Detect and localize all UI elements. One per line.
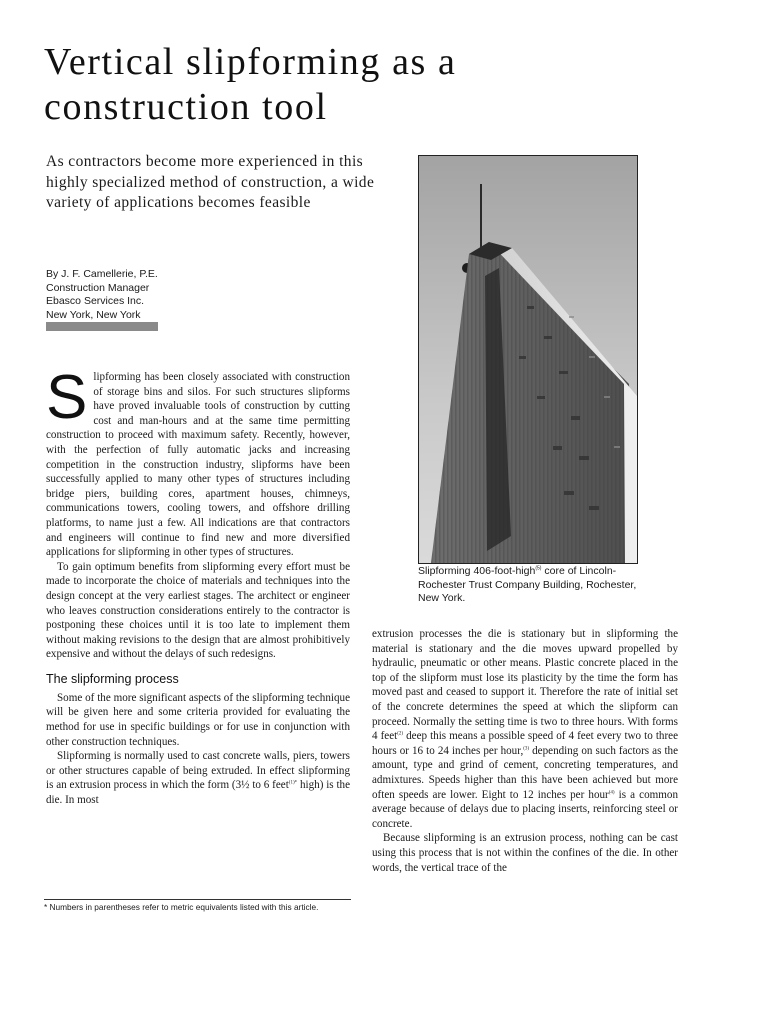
footnote-ref-2: (2) (397, 731, 404, 737)
body-paragraph-5-text-b: deep this means a possible speed of 4 feet every two to three hours or 16 to 24 inches per hour, (372, 730, 678, 757)
footnote-ref-4: (4) (608, 789, 615, 795)
footnote-ref-1: (1)* (288, 780, 298, 786)
body-paragraph-1-text: lipforming has been closely associated with construction of storage bins and silos. For such structures slipforms have proved invaluable tools of construction by cutting cost and man-hours and at the same time permitting construction to proceed with maximum safety. Recently, however, with the perfection of fully automatic jacks and increasing competition in the construction industry, slipforms have been successfully applied to many other types of structures including bridge piers, building cores, apartment houses, chimneys, communications towers, cooling towers, and offshore drilling platforms, to name just a few. All indications are that contractors and engineers will continue to find new and more diversified applications for slipforming in other types of structures. (46, 371, 350, 559)
body-paragraph-5-text-d: is a common average because of delays due to placing inserts, reinforcing steel or concrete. (372, 788, 678, 830)
byline-rule (46, 322, 158, 331)
body-paragraph-1 (46, 363, 350, 560)
byline (46, 268, 266, 322)
body-paragraph-5-text-a: extrusion processes the die is stationary but in slipforming the material is stationary and the die moves upward propelled by hydraulic, pneumatic or other means. Plastic concrete placed in the top of the slipform must lose its plasticity by the time the form has moved past and ceased to support it. Therefore the rate of initial set of the concrete determines the speed at which the slipform can proceed. Normally the setting time is two to three hours. With forms 4 feet (372, 628, 678, 743)
title-line-2: construction tool (44, 86, 328, 128)
body-paragraph-5-text-c: depending on such factors as the amount, type and grind of cement, concreting temperatures, and admixtures. Speeds higher than this have been achieved but more often speeds are lower. Eight to 12 inches per hour (372, 744, 678, 801)
drop-cap: S (46, 363, 88, 432)
footnote-rule (44, 899, 351, 900)
photo-caption-text-a: Slipforming 406-foot-high (418, 565, 536, 577)
section-heading: The slipforming process (46, 671, 179, 686)
body-paragraph-4-text-b: high) is the die. In most (46, 779, 351, 807)
title-line-1: Vertical slipforming as a (44, 41, 457, 83)
byline-author: By J. F. Camellerie, P.E. (46, 268, 158, 280)
body-paragraph-5 (372, 627, 678, 831)
article-deck: As contractors become more experienced in this highly specialized method of construction, a wide variety of applications becomes feasible (46, 153, 375, 211)
body-paragraph-3: Some of the more significant aspects of the slipforming technique will be given here and some criteria provided for evaluating the method for use in specific buildings or for use in conjunction with other construction techniques. (46, 691, 350, 748)
byline-position: Construction Manager (46, 281, 150, 294)
byline-company: Ebasco Services Inc. (46, 295, 145, 307)
body-column-right (372, 627, 678, 875)
footnote-ref-3: (3) (523, 746, 530, 752)
article-title (44, 40, 604, 130)
tower-photo (418, 155, 638, 564)
tower-photo-graphic (419, 156, 637, 563)
body-paragraph-2: To gain optimum benefits from slipforming every effort must be made to incorporate the choice of materials and techniques into the design concept at the very earliest stages. The architect or engineer who leaves construction considerations entirely to the contractor is postponing these choices until it is too late to implement them without making revisions to the design that are almost prohibitively expensive and without the delays of such redesigns. (46, 560, 350, 661)
photo-caption-text-b: core of Lincoln-Rochester Trust Company Building, Rochester, New York. (418, 565, 637, 605)
body-paragraph-4 (46, 749, 350, 807)
body-paragraph-4-text-a: Slipforming is normally used to cast concrete walls, piers, towers or other structures capable of being extruded. In effect slipforming is an extrusion process in which the form (3½ to 6 feet (46, 750, 350, 792)
footnote: * Numbers in parentheses refer to metric equivalents listed with this article. (44, 902, 319, 912)
body-paragraph-6: Because slipforming is an extrusion process, nothing can be cast using this process that is not within the confines of the die. In other words, the vertical trace of the (372, 832, 678, 874)
photo-caption (418, 565, 648, 606)
byline-location: New York, New York (46, 308, 141, 321)
body-column-left (46, 363, 351, 808)
caption-footnote-ref: (5) (535, 565, 542, 572)
